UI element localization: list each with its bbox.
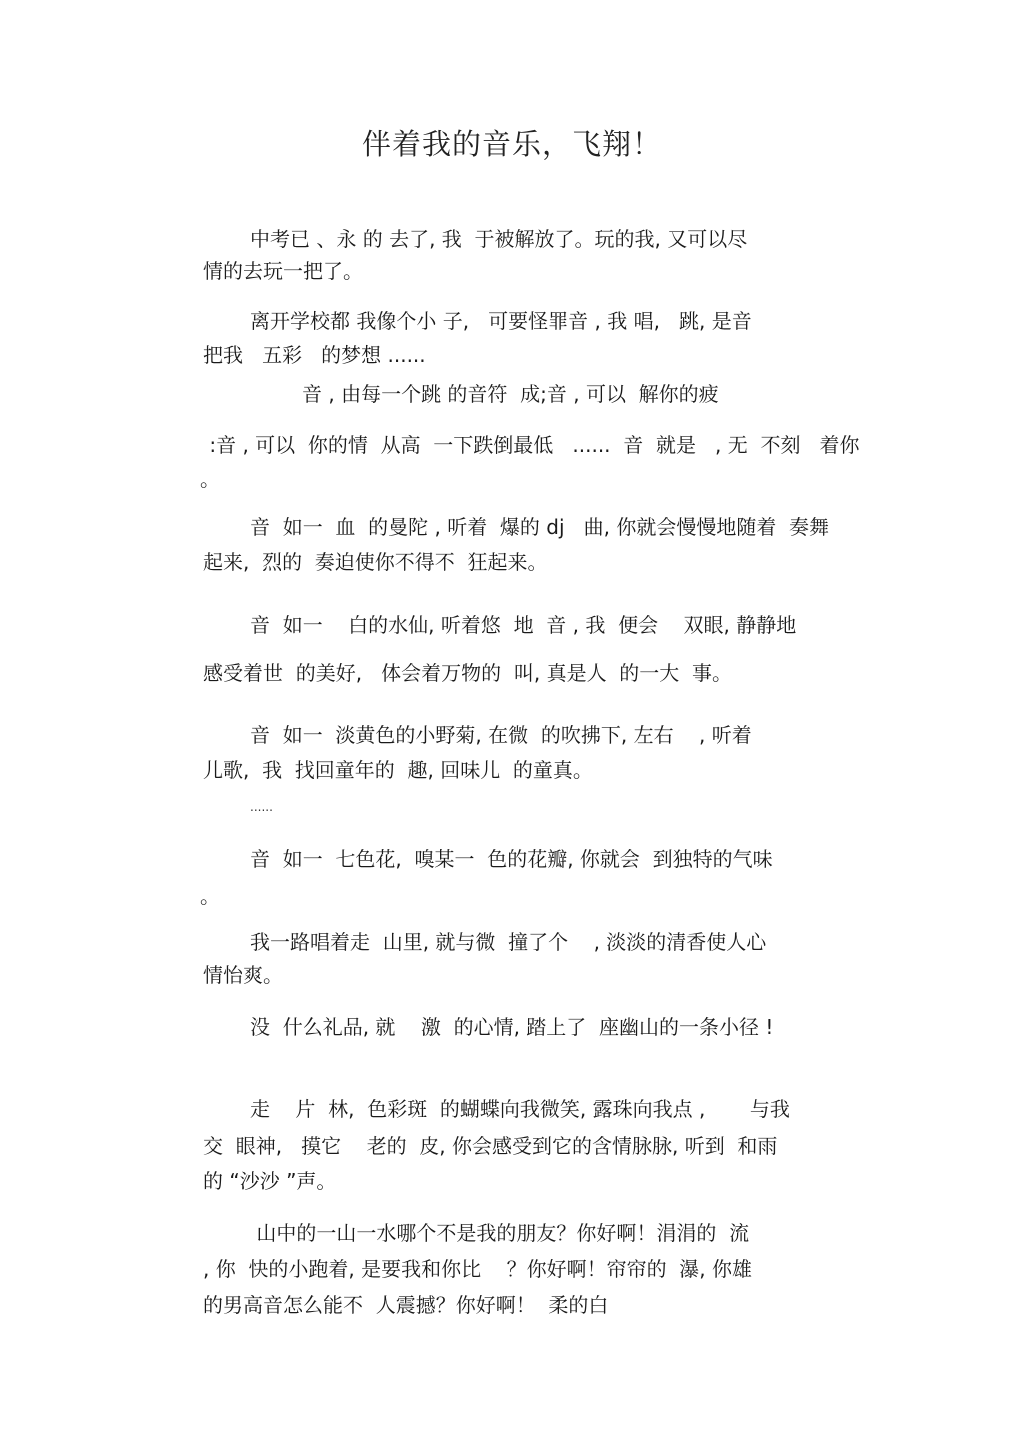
text-line: 感受着世 的美好, 体会着万物的 叫, 真是人 的一大 事。	[203, 661, 733, 685]
text-line: 音 如一 淡黄色的小野菊, 在微 的吹拂下, 左右 , 听着	[250, 723, 752, 747]
text-line: 我一路唱着走 山里, 就与微 撞了个 , 淡淡的清香使人心	[250, 930, 767, 954]
text-line: 情的去玩一把了。	[203, 259, 363, 283]
text-line: 起来, 烈的 奏迫使你不得不 狂起来。	[203, 550, 548, 574]
text-line: 把我 五彩 的梦想 ......	[203, 343, 426, 367]
text-line: 音 , 由每一个跳 的音符 成;音 , 可以 解你的疲	[302, 382, 719, 406]
text-line: 音 如一 七色花, 嗅某一 色的花瓣, 你就会 到独特的气味	[250, 847, 773, 871]
text-line: 。	[200, 467, 220, 491]
text-line: 的男高音怎么能不 人震撼？你好啊！ 柔的白	[203, 1293, 609, 1317]
text-line: 音 如一 血 的曼陀 , 听着 爆的 dj 曲, 你就会慢慢地随着 奏舞	[250, 515, 830, 539]
text-line: 音 如一 白的水仙, 听着悠 地 音 , 我 便会 双眼, 静静地	[250, 613, 797, 637]
document-title: 伴着我的音乐，飞翔！	[361, 127, 662, 161]
text-line: 的 “沙沙 ”声。	[203, 1169, 337, 1193]
text-line: 。	[200, 884, 220, 908]
ellipsis-marker: ......	[250, 800, 273, 814]
text-line: , 你 快的小跑着, 是要我和你比 ？你好啊！帘帘的 瀑, 你雄	[203, 1257, 753, 1281]
text-line: 情怡爽。	[203, 963, 283, 987]
text-line: 交 眼神, 摸它 老的 皮, 你会感受到它的含情脉脉, 听到 和雨	[203, 1134, 778, 1158]
text-line: :音 , 可以 你的情 从高 一下跌倒最低 ...... 音 就是 , 无 不刻 着你	[203, 433, 860, 457]
text-line: 离开学校都 我像个小 子, 可要怪罪音 , 我 唱, 跳, 是音	[250, 309, 752, 333]
text-line: 没 什么礼品, 就 激 的心情, 踏上了 座幽山的一条小径 !	[250, 1015, 774, 1039]
text-line: 走 片 林, 色彩斑 的蝴蝶向我微笑, 露珠向我点 , 与我	[250, 1097, 790, 1121]
text-line: 山中的一山一水哪个不是我的朋友？你好啊！涓涓的 流	[250, 1221, 750, 1245]
text-line: 儿歌, 我 找回童年的 趣, 回味儿 的童真。	[203, 758, 593, 782]
text-line: 中考已 、永 的 去了, 我 于被解放了。玩的我, 又可以尽	[250, 227, 748, 251]
